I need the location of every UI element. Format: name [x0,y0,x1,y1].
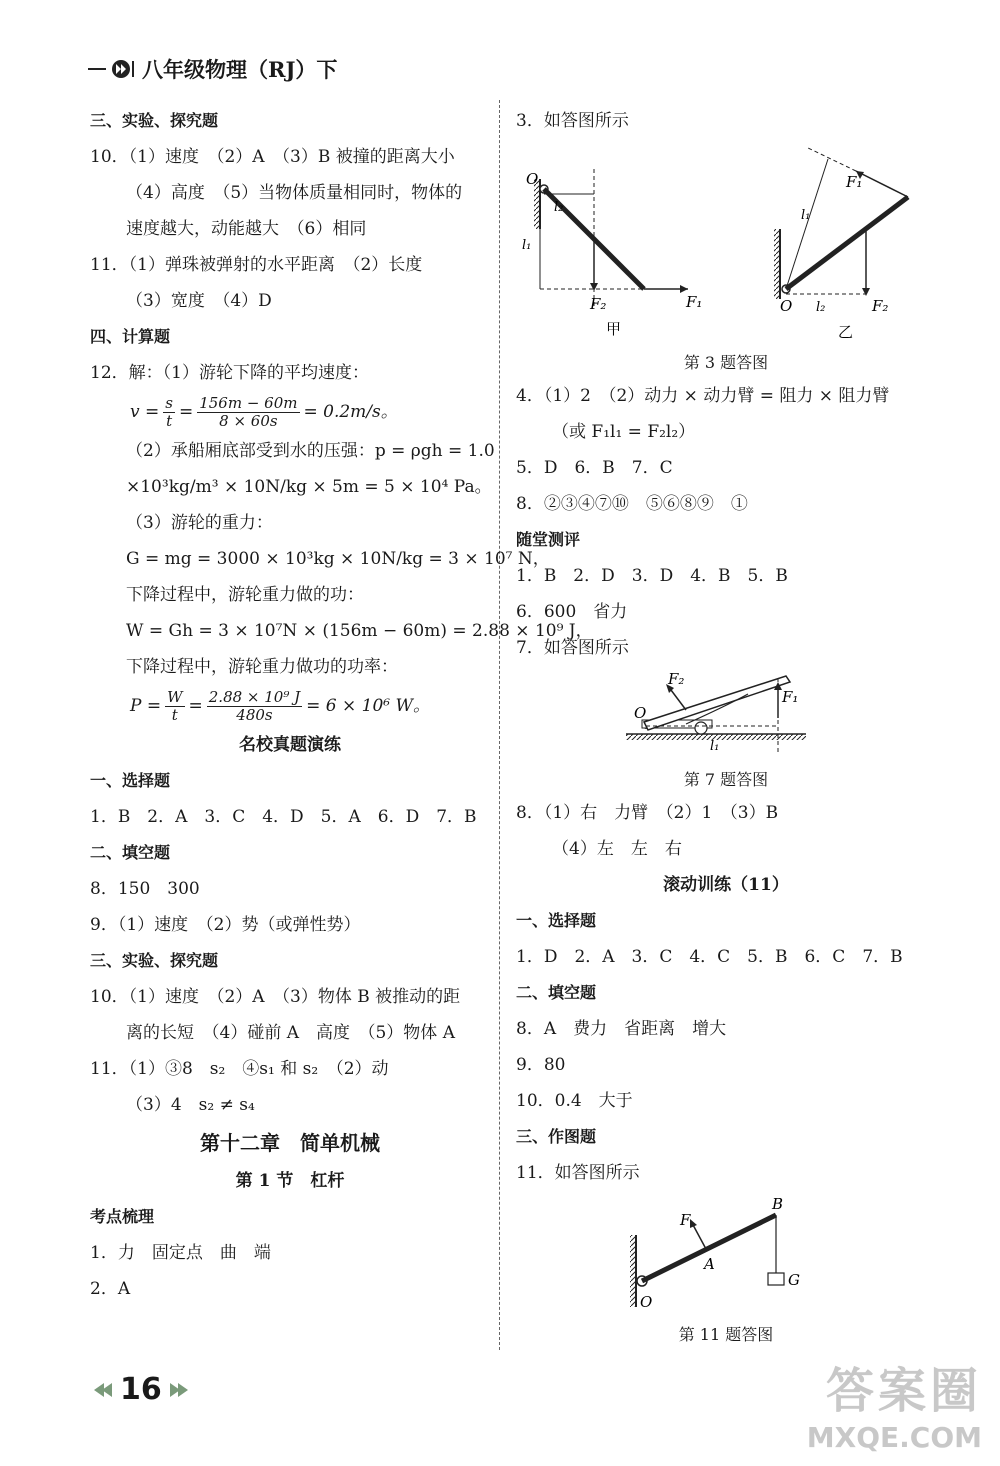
column-divider [499,100,500,1350]
equation-part: v = [130,402,160,422]
arrow-f2-right [862,288,870,296]
weight-g [768,1273,784,1285]
answer-line: 2．A [90,1279,131,1299]
answer-line: 8．②③④⑦⑩ ⑤⑥⑧⑨ ① [516,494,748,514]
label-l1: l₁ [710,739,720,754]
answer-line-indent: ×10³kg/m³ × 10N/kg × 5m = 5 × 10⁴ Pa。 [126,477,492,497]
answer-line: 9．80 [516,1055,566,1075]
section-heading: 二、填空题 [90,843,171,862]
label-f2-left: F₂ [590,295,607,313]
denominator: 8 × 60s [219,412,278,430]
answer-line: 8．150 300 [90,879,200,899]
answer-line: 1．B 2．D 3．D 4．B 5．B [516,566,788,586]
label-l2-right: l₂ [816,300,826,315]
answer-line: 6．600 省力 [516,602,628,622]
label-jia: 甲 [606,320,622,338]
answer-line-indent: （3）游轮的重力： [126,513,273,533]
label-b: B [772,1195,784,1213]
watermark-text: 答案圈 [825,1363,982,1419]
denominator: t [171,706,178,724]
arrow-f1-left [680,285,688,293]
equation-part: = 6 × 10⁶ W。 [306,696,430,716]
answer-line: 1．力 固定点 曲 端 [90,1243,271,1263]
section-heading: 随堂测评 [516,530,581,549]
label-f1: F₁ [782,688,799,706]
force-f1-right [856,171,908,197]
label-o: O [640,1293,653,1311]
section-heading: 一、选择题 [516,911,597,930]
label-l2-left: l₂ [554,200,564,215]
answer-line: 11．（1）③8 s₂ ④s₁ 和 s₂ （2）动 [90,1059,389,1079]
fraction [197,395,299,430]
section-heading: 四、计算题 [90,327,171,346]
figure-caption: 第 11 题答图 [678,1325,774,1344]
answer-line: 11．（1）弹珠被弹射的水平距离 （2）长度 [90,255,423,275]
subsection-title: 第 1 节 杠杆 [235,1171,345,1191]
label-g: G [788,1271,800,1289]
watermark [807,1352,982,1454]
label-o: O [634,704,647,722]
fraction [165,689,184,724]
answer-line-indent: （或 F₁l₁ = F₂l₂） [552,422,696,442]
dashed-f1-extension [806,147,856,171]
subsection-title: 滚动训练（11） [663,875,789,895]
answer-line-indent: 速度越大，动能越大 （6）相同 [126,219,367,239]
arm-l1-right [786,159,828,289]
answer-line: 1．B 2．A 3．C 4．D 5．A 6．D 7．B [90,807,477,827]
answer-line: 12．解：（1）游轮下降的平均速度： [90,363,369,383]
figure-caption: 第 7 题答图 [683,770,769,789]
section-heading: 二、填空题 [516,983,597,1002]
label-l1-right: l₁ [801,208,811,223]
figure-11-diagram [516,1191,936,1320]
answer-line: 9．（1）速度 （2）势（或弹性势） [90,915,361,935]
answer-line: 5．D 6．B 7．C [516,458,673,478]
label-f1-left: F₁ [686,293,703,311]
fast-forward-icon [110,58,136,80]
answer-line: 7．如答图所示 [516,638,629,658]
lever-bar [644,676,790,730]
answer-line-indent: （4）左 左 右 [552,839,682,859]
fraction [207,689,302,724]
answer-line-indent: G = mg = 3000 × 10³kg × 10N/kg = 3 × 10⁷ N， [126,549,550,569]
figure-7-diagram [516,666,936,765]
section-heading: 三、实验、探究题 [90,111,219,130]
page-footer [92,1372,190,1407]
answer-line: 10．0.4 大于 [516,1091,633,1111]
answer-line-indent: 下降过程中，游轮重力做的功： [126,585,364,605]
page-header [88,54,337,84]
figure-caption: 第 3 题答图 [683,353,769,372]
equation-power [90,685,490,727]
figure-3-diagram [516,139,936,348]
arrow-f2-left [590,283,598,291]
section-heading: 一、选择题 [90,771,171,790]
section-heading: 三、作图题 [516,1127,597,1146]
answer-line-indent: 离的长短 （4）碰前 A 高度 （5）物体 A [126,1023,455,1043]
denominator: 480s [236,706,273,724]
roller [695,722,707,734]
subsection-title: 名校真题演练 [239,735,341,755]
answer-line: 8．（1）右 力臂 （2）1 （3）B [516,803,779,823]
answer-line-indent: 下降过程中，游轮重力做功的功率： [126,657,398,677]
section-heading: 考点梳理 [90,1207,155,1226]
denominator: t [166,412,173,430]
answer-line: 4．（1）2 （2）动力 × 动力臂 = 阻力 × 阻力臂 [516,386,890,406]
label-f2-right: F₂ [872,297,889,315]
header-dash [88,68,106,70]
answer-line: 11．如答图所示 [516,1163,640,1183]
right-column [516,103,936,1350]
answer-line-indent: （2）承船厢底部受到水的压强：p = ρgh = 1.0 [126,441,495,461]
force-f [692,1223,706,1249]
label-a: A [704,1255,715,1273]
numerator: W [167,688,183,706]
answer-line-indent: （3）宽度 （4）D [126,291,272,311]
watermark-url: MXQE.COM [806,1421,982,1454]
label-f: F [680,1211,691,1229]
numerator: 156m − 60m [199,394,298,412]
page-number: 16 [120,1372,162,1407]
label-o-right: O [780,297,793,315]
label-l1-left: l₁ [522,238,532,253]
section-heading: 三、实验、探究题 [90,951,219,970]
left-arrow-icon [92,1381,114,1399]
equation-part: = 0.2m/s。 [303,402,398,422]
numerator: s [165,394,173,412]
answer-line: 3．如答图所示 [516,111,629,131]
answer-line-indent: （4）高度 （5）当物体质量相同时，物体的 [126,183,463,203]
equation-part: P = [130,696,162,716]
label-o-left: O [526,170,539,188]
equation-velocity [90,391,490,433]
answer-line-indent: （3）4 s₂ ≠ s₄ [126,1095,255,1115]
equation-part: = [178,402,194,422]
answer-line-indent: W = Gh = 3 × 10⁷N × (156m − 60m) = 2.88 × 10⁹ J， [126,621,593,641]
answer-line: 1．D 2．A 3．C 4．C 5．B 6．C 7．B [516,947,903,967]
fraction [163,395,175,430]
answer-line: 10．（1）速度 （2）A （3）物体 B 被推动的距 [90,987,461,1007]
book-title: 八年级物理（RJ）下 [142,57,338,82]
label-yi: 乙 [838,323,854,341]
right-arrow-icon [168,1381,190,1399]
answer-line: 8．A 费力 省距离 增大 [516,1019,727,1039]
answer-line: 10．（1）速度 （2）A （3）B 被撞的距离大小 [90,147,455,167]
chapter-title: 第十二章 简单机械 [200,1131,380,1155]
label-f2: F₂ [668,670,685,688]
label-f1-right: F₁ [846,173,863,191]
numerator: 2.88 × 10⁹ J [208,688,301,706]
equation-part: = [188,696,203,716]
